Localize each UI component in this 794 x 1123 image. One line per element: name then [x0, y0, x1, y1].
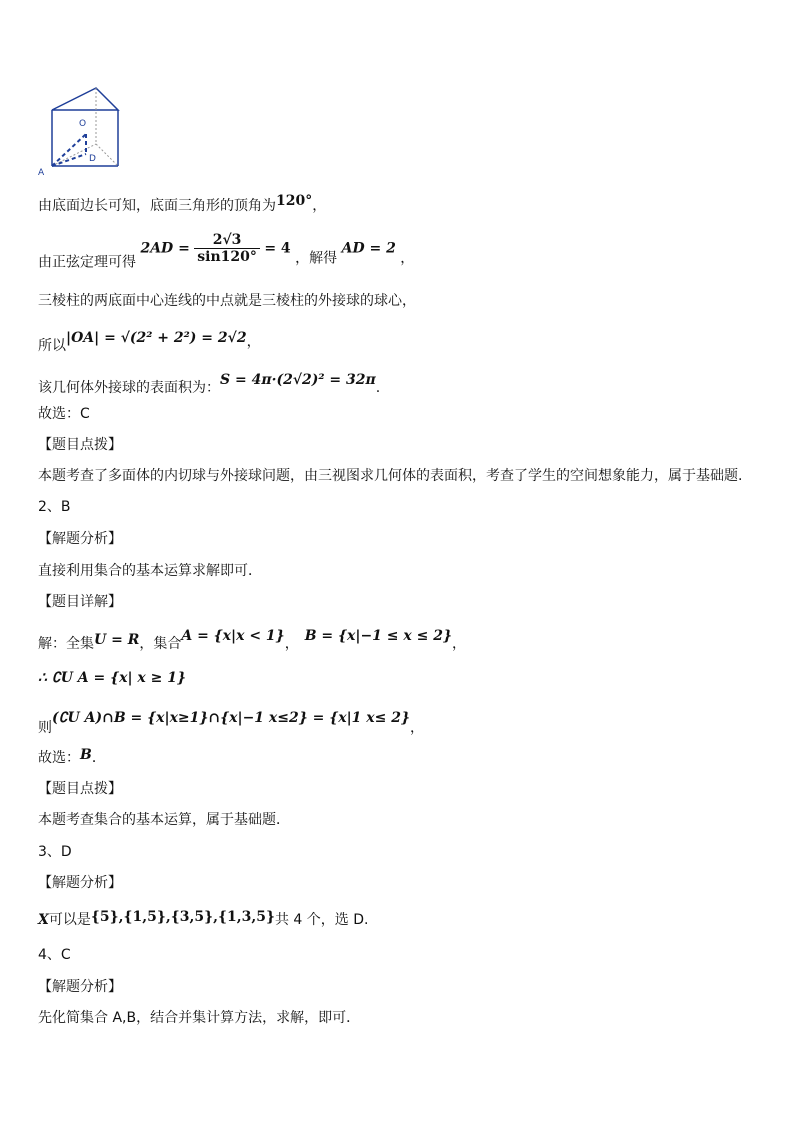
label-O: O [79, 119, 87, 129]
set-X: X [38, 912, 49, 928]
label-D: D [89, 154, 96, 164]
section-heading: 【题目点拨】 [38, 437, 122, 453]
line-surface-area: 该几何体外接球的表面积为：S = 4π·(2√2)² = 32π. [38, 372, 381, 396]
sine-law-fraction: $\frac{2√3}{\sin 120^\circ}$ [194, 232, 260, 265]
prism-top-face [52, 88, 118, 110]
answer-letter: B [80, 747, 92, 763]
answer-1: 故选：C [38, 406, 90, 422]
section-heading: 【题目详解】 [38, 594, 122, 610]
section-heading: 【解题分析】 [38, 875, 122, 891]
line-subsets: X可以是{5},{1,5},{3,5},{1,3,5}共 4 个，选 D. [38, 909, 369, 928]
set-A: A = {x|x < 1} [181, 628, 285, 644]
paragraph: 先化简集合 A,B，结合并集计算方法，求解，即可． [38, 1010, 361, 1026]
line-sine-law: 由正弦定理可得 2AD = $\frac{2√3}{\sin 120^\circ}$ = 4 ，解得 AD = 2 ， [38, 232, 415, 271]
section-heading: 【解题分析】 [38, 979, 122, 995]
oa-formula: |OA| = √(2² + 2²) = 2√2 [66, 330, 247, 346]
answer-2: 故选：B． [38, 747, 106, 766]
question-number: 2、B [38, 499, 71, 515]
paragraph: 本题考查集合的基本运算，属于基础题． [38, 812, 290, 828]
solve-result: AD = 2 [341, 240, 396, 257]
paragraph: 本题考查了多面体的内切球与外接球问题，由三视图求几何体的表面积，考查了学生的空间想象能力，属于基础题. [38, 468, 743, 484]
question-number: 3、D [38, 844, 72, 860]
complement-formula: ∴ ∁U A = {x| x ≥ 1} [38, 670, 186, 686]
surface-area-formula: S = 4π·(2√2)² = 32π [220, 372, 376, 388]
line-complement [38, 668, 186, 688]
question-number: 4、C [38, 947, 71, 963]
label-A: A [38, 168, 45, 178]
line-intersection: 则(∁U A)∩B = {x|x≥1}∩{x|−1 x≤2} = {x|1 x≤ 2}， [38, 710, 424, 736]
section-heading: 【解题分析】 [38, 531, 122, 547]
prism-figure [36, 82, 126, 178]
sine-law-lhs: 2AD = [140, 240, 190, 257]
subsets-list: {5},{1,5},{3,5},{1,3,5} [90, 909, 275, 925]
set-B: B = {x|−1 ≤ x ≤ 2} [304, 628, 452, 644]
line-base-angle: 由底面边长可知，底面三角形的顶角为120°， [38, 193, 327, 214]
set-U: U = R [94, 632, 140, 648]
paragraph: 直接利用集合的基本运算求解即可． [38, 563, 262, 579]
line-sphere-center: 三棱柱的两底面中心连线的中点就是三棱柱的外接球的球心， [38, 293, 416, 309]
intersection-formula: (∁U A)∩B = {x|x≥1}∩{x|−1 x≤2} = {x|1 x≤ 2} [52, 710, 410, 726]
section-heading: 【题目点拨】 [38, 781, 122, 797]
line-OA: 所以|OA| = √(2² + 2²) = 2√2， [38, 330, 261, 354]
angle-value: 120° [276, 193, 313, 209]
line-universal-set: 解：全集U = R，集合A = {x|x < 1}， B = {x|−1 ≤ x ≤ 2}， [38, 628, 466, 652]
